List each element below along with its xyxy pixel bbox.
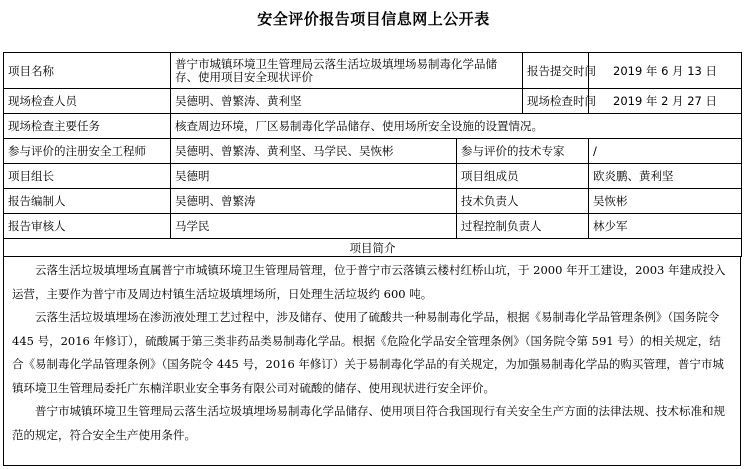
reviewer-label: 报告审核人	[4, 214, 171, 239]
leader-value: 吴德明	[171, 164, 457, 189]
intro-paragraph-2: 云落生活垃圾填埋场在渗沥液处理工艺过程中，涉及储存、使用了硫酸共一种易制毒化学品，根据《易制毒化学品管理条例》（国务院令 445 号，2016 年修订），硫酸属于第三类非药品类易制毒化学品。根据《危险化学品安全管理条例》（国务院令第 591 号）的相关规定，结合《易制毒化学品管理条例》（国务院令 445 号，2016 年修订）关于易制毒化学品的有关规定，为加强易制毒化学品的购买管理，普宁市城镇环境卫生管理局委托广东楠洋职业安全事务有限公司对硫酸的储存、使用现状进行安全评价。	[12, 310, 724, 395]
info-table	[3, 52, 742, 257]
table-row	[4, 239, 742, 257]
table-row	[4, 53, 742, 89]
table-row	[4, 214, 742, 239]
table-row	[4, 139, 742, 164]
task-value: 核查周边环境，厂区易制毒化学品储存、使用场所安全设施的设置情况。	[171, 114, 742, 139]
table-row	[4, 189, 742, 214]
engineers-value: 吴德明、曾繁涛、黄利坚、马学民、吴恢彬	[171, 139, 457, 164]
submit-time-label: 报告提交时间	[523, 53, 589, 89]
inspectors-value: 吴德明、曾繁涛、黄利坚	[171, 89, 523, 114]
experts-label: 参与评价的技术专家	[457, 139, 589, 164]
inspectors-label: 现场检查人员	[4, 89, 171, 114]
writers-value: 吴德明、曾繁涛	[171, 189, 457, 214]
intro-paragraph-1: 云落生活垃圾填埋场直属普宁市城镇环境卫生管理局管理，位于普宁市云落镇云楼村红桥山坑，于 2000 年开工建设，2003 年建成投入运营，主要作为普宁市及周边村镇生活垃圾填埋场所，日处理生活垃圾约 600 吨。	[12, 263, 726, 301]
table-row	[4, 89, 742, 114]
inspect-time-label: 现场检查时间	[523, 89, 589, 114]
members-label: 项目组成员	[457, 164, 589, 189]
engineers-label: 参与评价的注册安全工程师	[4, 139, 171, 164]
submit-time-value: 2019 年 6 月 13 日	[589, 53, 742, 89]
tech-lead-value: 吴恢彬	[589, 189, 742, 214]
leader-label: 项目组长	[4, 164, 171, 189]
process-lead-label: 过程控制负责人	[457, 214, 589, 239]
experts-value: /	[589, 139, 742, 164]
table-row	[4, 164, 742, 189]
members-value: 欧炎鹏、黄利坚	[589, 164, 742, 189]
intro-heading: 项目简介	[4, 239, 742, 257]
reviewer-value: 马学民	[171, 214, 457, 239]
task-label: 现场检查主要任务	[4, 114, 171, 139]
project-intro	[3, 256, 741, 466]
project-name-value: 普宁市城镇环境卫生管理局云落生活垃圾填埋场易制毒化学品储存、使用项目安全现状评价	[171, 53, 523, 89]
intro-paragraph-3: 普宁市城镇环境卫生管理局云落生活垃圾填埋场易制毒化学品储存、使用项目符合我国现行有关安全生产方面的法律法规、技术标准和规范的规定，符合安全生产使用条件。	[12, 404, 725, 442]
page-title: 安全评价报告项目信息网上公开表	[257, 10, 490, 28]
tech-lead-label: 技术负责人	[457, 189, 589, 214]
writers-label: 报告编制人	[4, 189, 171, 214]
project-name-label: 项目名称	[4, 53, 171, 89]
process-lead-value: 林少军	[589, 214, 742, 239]
table-row	[4, 114, 742, 139]
inspect-time-value: 2019 年 2 月 27 日	[589, 89, 742, 114]
